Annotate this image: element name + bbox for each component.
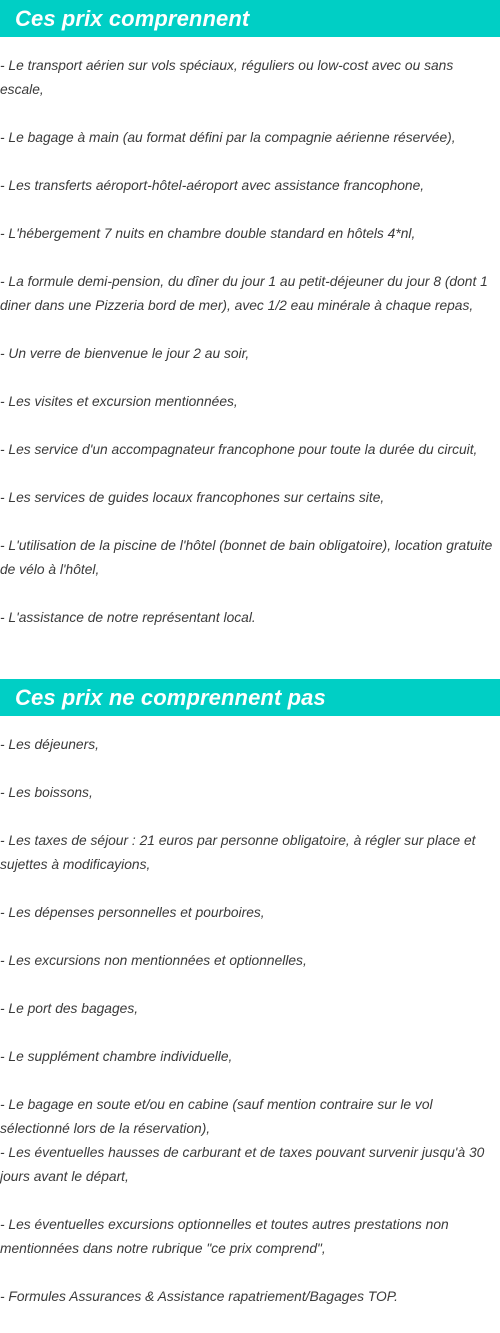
included-section <box>0 0 500 630</box>
included-item: - Les services de guides locaux francophones sur certains site, <box>0 490 385 505</box>
excluded-item: - Les taxes de séjour : 21 euros par personne obligatoire, à régler sur place et sujettes à modificayions, <box>0 833 476 872</box>
included-item: - L'hébergement 7 nuits en chambre double standard en hôtels 4*nl, <box>0 226 416 241</box>
included-list <box>0 37 500 630</box>
excluded-section <box>0 679 500 1333</box>
included-header <box>0 0 500 37</box>
excluded-list <box>0 716 500 1309</box>
included-item: - La formule demi-pension, du dîner du jour 1 au petit-déjeuner du jour 8 (dont 1 diner dans une Pizzeria bord de mer), avec 1/2 eau minérale à chaque repas, <box>0 274 488 313</box>
excluded-item: - Les boissons, <box>0 785 93 800</box>
excluded-item: - Le supplément chambre individuelle, <box>0 1049 233 1064</box>
excluded-title: Ces prix ne comprennent pas <box>15 684 326 710</box>
included-item: - L'assistance de notre représentant local. <box>0 610 256 625</box>
excluded-item: - Les excursions non mentionnées et optionnelles, <box>0 953 307 968</box>
excluded-item: - Les déjeuners, <box>0 737 99 752</box>
excluded-item: - Le bagage en soute et/ou en cabine (sauf mention contraire sur le vol sélectionné lors de la réservation), <box>0 1097 433 1136</box>
included-item: - Le transport aérien sur vols spéciaux, réguliers ou low-cost avec ou sans escale, <box>0 58 454 97</box>
included-item: - Le bagage à main (au format défini par la compagnie aérienne réservée), <box>0 130 456 145</box>
excluded-item: - Les éventuelles hausses de carburant et de taxes pouvant survenir jusqu'à 30 jours avant le départ, <box>0 1145 485 1184</box>
excluded-item: - Le port des bagages, <box>0 1001 139 1016</box>
excluded-header <box>0 679 500 716</box>
included-item: - Les service d'un accompagnateur francophone pour toute la durée du circuit, <box>0 442 478 457</box>
included-item: - Les transferts aéroport-hôtel-aéroport avec assistance francophone, <box>0 178 425 193</box>
included-item: - L'utilisation de la piscine de l'hôtel (bonnet de bain obligatoire), location gratuite de vélo à l'hôtel, <box>0 538 493 577</box>
included-title: Ces prix comprennent <box>15 5 250 31</box>
excluded-item: - Formules Assurances & Assistance rapatriement/Bagages TOP. <box>0 1289 398 1304</box>
included-item: - Un verre de bienvenue le jour 2 au soir, <box>0 346 250 361</box>
included-item: - Les visites et excursion mentionnées, <box>0 394 238 409</box>
excluded-item: - Les dépenses personnelles et pourboires, <box>0 905 265 920</box>
excluded-item: - Les éventuelles excursions optionnelles et toutes autres prestations non mentionnées dans notre rubrique "ce prix comprend", <box>0 1217 449 1256</box>
